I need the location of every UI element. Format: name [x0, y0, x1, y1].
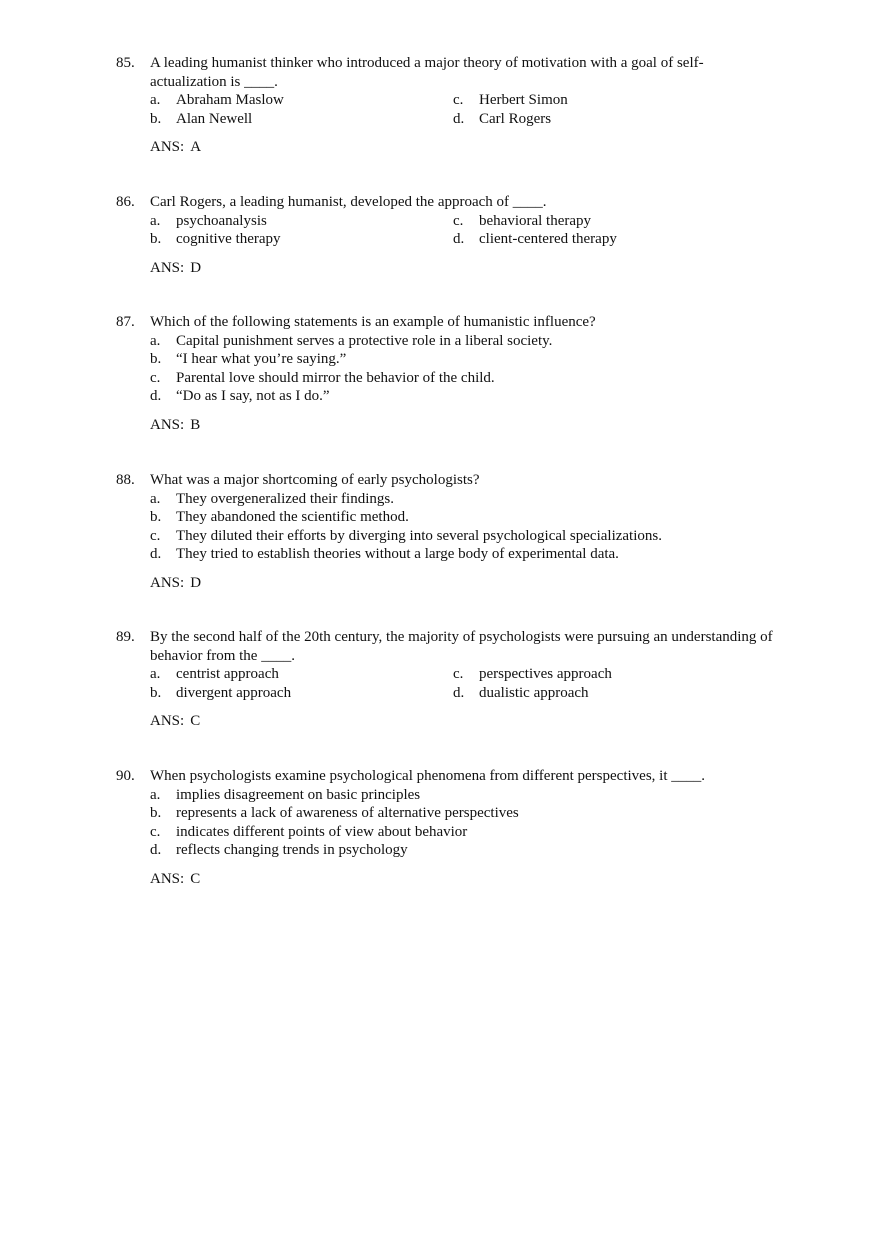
option-a — [150, 91, 453, 110]
question-90 — [116, 767, 806, 888]
answer-value: D — [190, 574, 202, 591]
option-c — [150, 369, 806, 388]
option-text: client-centered therapy — [479, 231, 617, 247]
question-number: 85. — [116, 55, 135, 71]
option-letter: a. — [150, 786, 161, 803]
option-text: behavioral therapy — [479, 212, 592, 229]
option-text: indicates different points of view about behavior — [176, 823, 468, 840]
option-a — [150, 665, 453, 684]
option-letter: c. — [150, 369, 161, 386]
option-letter: d. — [150, 842, 162, 858]
option-d — [150, 841, 806, 860]
option-text: reflects changing trends in psychology — [176, 842, 408, 858]
option-letter: b. — [150, 110, 162, 127]
option-letter: d. — [150, 546, 162, 562]
option-text: “I hear what you’re saying.” — [176, 351, 347, 367]
option-text: divergent approach — [176, 684, 292, 701]
question-stem: Which of the following statements is an example of humanistic influence? — [150, 314, 596, 330]
option-d — [453, 684, 753, 703]
option-text: perspectives approach — [479, 666, 612, 682]
option-letter: d. — [150, 388, 162, 404]
option-a — [150, 786, 806, 805]
option-a — [150, 490, 806, 509]
option-text: Parental love should mirror the behavior of the child. — [176, 369, 495, 386]
option-b — [150, 350, 806, 369]
question-stem: What was a major shortcoming of early psychologists? — [150, 472, 480, 488]
option-a — [150, 212, 453, 231]
options-list — [116, 212, 806, 249]
option-text: They abandoned the scientific method. — [176, 509, 409, 525]
option-text: Abraham Maslow — [176, 92, 284, 108]
option-b — [150, 110, 453, 129]
option-d — [453, 110, 753, 129]
option-letter: b. — [150, 509, 162, 525]
option-letter: b. — [150, 684, 162, 701]
answer-line — [116, 259, 806, 278]
answer-value: C — [190, 870, 201, 887]
options-list — [116, 91, 806, 128]
option-letter: c. — [150, 527, 161, 544]
option-text: centrist approach — [176, 666, 279, 682]
options-list — [116, 665, 806, 702]
option-b — [150, 804, 806, 823]
question-stem: A leading humanist thinker who introduced a major theory of motivation with a goal of self-actualization is ____. — [150, 55, 704, 90]
option-text: psychoanalysis — [176, 212, 267, 229]
option-text: dualistic approach — [479, 684, 589, 701]
option-text: implies disagreement on basic principles — [176, 786, 421, 803]
option-d — [453, 230, 753, 249]
answer-line — [116, 870, 806, 889]
option-text: “Do as I say, not as I do.” — [176, 388, 330, 404]
option-text: Alan Newell — [176, 110, 253, 127]
answer-label: ANS: — [150, 574, 185, 591]
option-text: represents a lack of awareness of alternative perspectives — [176, 805, 519, 821]
question-stem-row — [116, 767, 806, 786]
answer-value: B — [190, 416, 201, 433]
option-letter: b. — [150, 231, 162, 247]
question-stem: When psychologists examine psychological phenomena from different perspectives, it ____. — [150, 768, 705, 784]
answer-line — [116, 712, 806, 731]
question-stem-row — [116, 628, 806, 665]
option-c — [150, 527, 806, 546]
option-text: They overgeneralized their findings. — [176, 490, 394, 507]
answer-line — [116, 138, 806, 157]
question-stem: By the second half of the 20th century, the majority of psychologists were pursuing an understanding of behavior from the ____. — [150, 629, 773, 664]
question-number: 88. — [116, 472, 135, 488]
option-c — [150, 823, 806, 842]
question-stem-row — [116, 313, 806, 332]
option-text: They tried to establish theories without a large body of experimental data. — [176, 546, 619, 562]
option-letter: c. — [150, 823, 161, 840]
option-d — [150, 387, 806, 406]
answer-label: ANS: — [150, 870, 185, 887]
question-89 — [116, 628, 806, 731]
option-text: Herbert Simon — [479, 92, 568, 108]
option-letter: c. — [453, 92, 464, 108]
answer-value: A — [190, 139, 202, 155]
question-number: 86. — [116, 194, 135, 210]
option-text: cognitive therapy — [176, 231, 281, 247]
question-87 — [116, 313, 806, 434]
options-list — [116, 332, 806, 406]
question-number: 90. — [116, 768, 135, 784]
answer-label: ANS: — [150, 713, 185, 729]
option-d — [150, 545, 806, 564]
option-letter: b. — [150, 805, 162, 821]
option-letter: d. — [453, 110, 465, 127]
question-stem-row — [116, 471, 806, 490]
option-b — [150, 684, 453, 703]
option-letter: c. — [453, 666, 464, 682]
option-b — [150, 508, 806, 527]
option-c — [453, 665, 753, 684]
option-text: They diluted their efforts by diverging into several psychological specializations. — [176, 527, 662, 544]
answer-value: C — [190, 713, 201, 729]
answer-label: ANS: — [150, 259, 185, 276]
question-number: 89. — [116, 629, 135, 645]
question-86 — [116, 193, 806, 277]
option-letter: a. — [150, 212, 161, 229]
option-text: Carl Rogers — [479, 110, 552, 127]
question-stem-row — [116, 54, 806, 91]
option-letter: a. — [150, 332, 161, 349]
option-b — [150, 230, 453, 249]
answer-value: D — [190, 259, 202, 276]
option-letter: a. — [150, 490, 161, 507]
answer-label: ANS: — [150, 139, 185, 155]
option-letter: d. — [453, 231, 465, 247]
option-letter: c. — [453, 212, 464, 229]
question-number: 87. — [116, 314, 135, 330]
option-letter: a. — [150, 92, 161, 108]
question-stem: Carl Rogers, a leading humanist, developed the approach of ____. — [150, 194, 547, 210]
option-letter: d. — [453, 684, 465, 701]
option-a — [150, 332, 806, 351]
question-85 — [116, 54, 806, 157]
option-letter: b. — [150, 351, 162, 367]
option-c — [453, 91, 753, 110]
option-letter: a. — [150, 666, 161, 682]
option-text: Capital punishment serves a protective role in a liberal society. — [176, 332, 553, 349]
answer-label: ANS: — [150, 416, 185, 433]
answer-line — [116, 416, 806, 435]
answer-line — [116, 574, 806, 593]
options-list — [116, 786, 806, 860]
question-88 — [116, 471, 806, 592]
question-stem-row — [116, 193, 806, 212]
options-list — [116, 490, 806, 564]
option-c — [453, 212, 753, 231]
